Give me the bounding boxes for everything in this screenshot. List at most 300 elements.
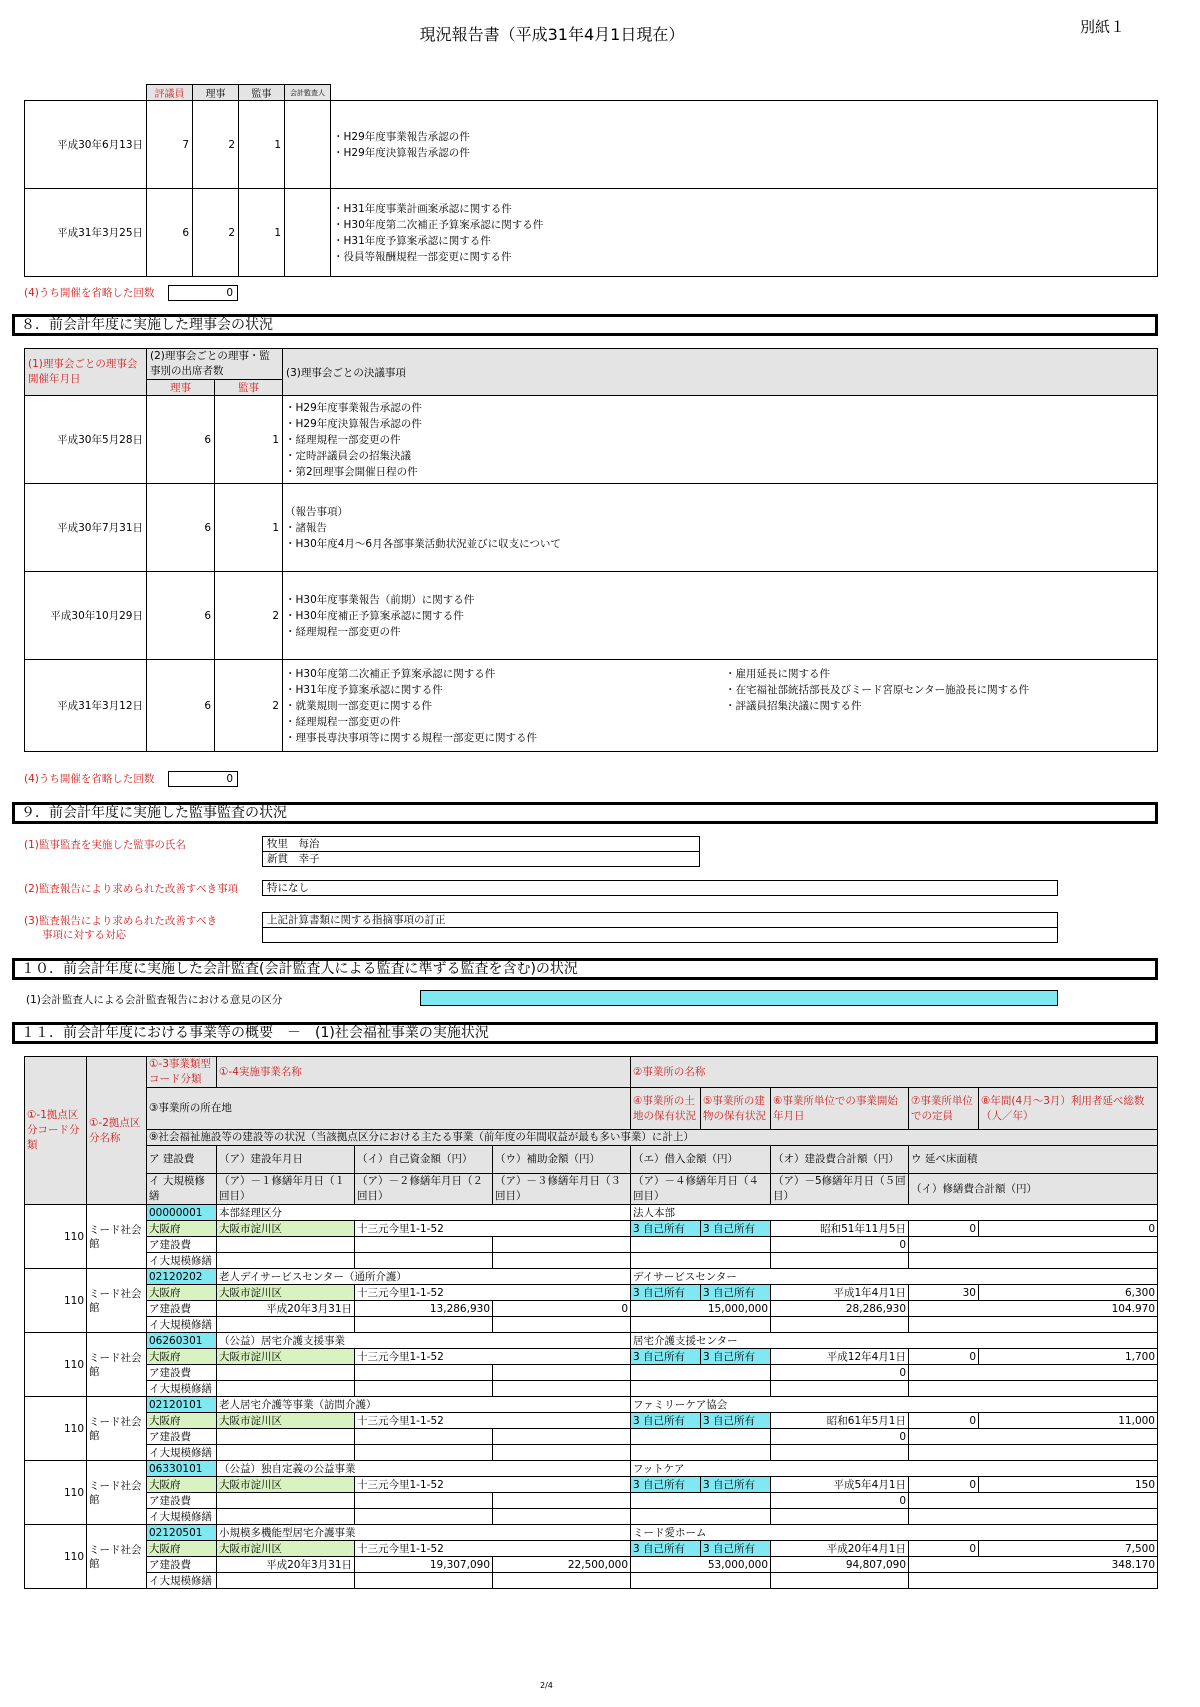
s8-omitted-value: 0 [168, 771, 238, 787]
business-row-address [25, 1477, 1158, 1493]
meeting-date: 平成31年3月25日 [25, 189, 147, 277]
subsidy [493, 1365, 631, 1381]
repair-cell [909, 1509, 1158, 1525]
start-date: 平成12年4月1日 [771, 1349, 909, 1365]
business-row-construction [25, 1429, 1158, 1445]
street-address: 十三元今里1-1-52 [355, 1541, 631, 1557]
annual-users: 1,700 [979, 1349, 1158, 1365]
business-row-address [25, 1349, 1158, 1365]
resolution-item: ・H29年度事業報告承認の件 [333, 130, 470, 143]
repair-cell [631, 1573, 771, 1589]
land-status: 3 自己所有 [631, 1349, 701, 1365]
start-date: 昭和61年5月1日 [771, 1413, 909, 1429]
base-name: ミード社会館 [87, 1461, 147, 1525]
section-10-heading: １０．前会計年度に実施した会計監査(会計監査人による監査に準ずる監査を含む)の状況 [12, 958, 1158, 980]
meeting-date: 平成30年7月31日 [25, 484, 147, 572]
business-row-address [25, 1541, 1158, 1557]
business-row-repair [25, 1381, 1158, 1397]
resolution-item: ・経理規程一部変更の件 [285, 715, 401, 728]
construction-total: 94,807,090 [771, 1557, 909, 1573]
auditor-count [285, 101, 331, 189]
floor-area [909, 1493, 1158, 1509]
street-address: 十三元今里1-1-52 [355, 1221, 631, 1237]
hdr-self-funds: （イ）自己資金額（円） [355, 1146, 493, 1174]
resolution-item: ・H31年度予算案承認に関する件 [333, 234, 491, 247]
repair-cell [217, 1445, 355, 1461]
meeting-date: 平成31年3月12日 [25, 660, 147, 752]
self-funds [355, 1237, 493, 1253]
hyogi-count: 6 [147, 189, 193, 277]
repair-cell [771, 1573, 909, 1589]
repair-cell [355, 1317, 493, 1333]
resolution-items [283, 572, 1158, 660]
repair-cell [771, 1253, 909, 1269]
hdr-repair-total: （イ）修繕費合計額（円） [909, 1174, 1158, 1205]
start-date: 平成1年4月1日 [771, 1285, 909, 1301]
construction-label: ア建設費 [147, 1237, 217, 1253]
start-date: 平成20年4月1日 [771, 1541, 909, 1557]
s9-response-label-1: (3)監査報告により求められた改善すべき [24, 915, 218, 927]
repair-label: イ大規模修繕 [147, 1317, 217, 1333]
business-row-repair [25, 1253, 1158, 1269]
business-name: 老人デイサービスセンター（通所介護） [217, 1269, 631, 1285]
resolution-item: ・H30年度第二次補正予算案承認に関する件 [285, 667, 496, 680]
hdr-capacity: ⑦事業所単位での定員 [909, 1088, 979, 1130]
repair-label: イ大規模修繕 [147, 1381, 217, 1397]
type-code: 06260301 [147, 1333, 217, 1349]
council-row [25, 101, 1158, 189]
page-title: 現況報告書（平成31年4月1日現在） [419, 25, 685, 44]
prefecture: 大阪府 [147, 1221, 217, 1237]
business-row-address [25, 1413, 1158, 1429]
s9-improvement-value: 特になし [262, 880, 1058, 896]
s8-omitted-label: (4)うち開催を省略した回数 [24, 773, 155, 785]
base-code: 110 [25, 1461, 87, 1525]
annual-users: 11,000 [979, 1413, 1158, 1429]
base-name: ミード社会館 [87, 1269, 147, 1333]
construction-total: 0 [771, 1237, 909, 1253]
meeting-date: 平成30年10月29日 [25, 572, 147, 660]
business-row-repair [25, 1573, 1158, 1589]
board-row [25, 660, 1158, 752]
street-address: 十三元今里1-1-52 [355, 1285, 631, 1301]
business-table [24, 1056, 1158, 1589]
repair-cell [771, 1381, 909, 1397]
business-row [25, 1397, 1158, 1413]
prefecture: 大阪府 [147, 1477, 217, 1493]
auditor-name: 牧里 每治 [262, 836, 700, 852]
self-funds: 13,286,930 [355, 1301, 493, 1317]
type-code: 02120101 [147, 1397, 217, 1413]
business-row-construction [25, 1237, 1158, 1253]
board-kanji-header: 監事 [215, 380, 283, 396]
annex-label: 別紙１ [1080, 18, 1126, 36]
page-number: 2/4 [540, 1681, 553, 1690]
business-row-construction [25, 1301, 1158, 1317]
resolution-item: ・H30年度第二次補正予算案承認に関する件 [333, 218, 544, 231]
repair-cell [909, 1445, 1158, 1461]
resolution-item: ・H29年度事業報告承認の件 [285, 401, 422, 414]
council-table [24, 84, 1158, 277]
board-row [25, 396, 1158, 484]
office-name: ファミリーケア協会 [631, 1397, 1158, 1413]
repair-cell [631, 1253, 771, 1269]
kanji-count: 1 [239, 101, 285, 189]
board-row [25, 484, 1158, 572]
repair-cell [631, 1317, 771, 1333]
start-date: 平成5年4月1日 [771, 1477, 909, 1493]
repair-label: イ大規模修繕 [147, 1253, 217, 1269]
repair-cell [355, 1381, 493, 1397]
repair-cell [631, 1445, 771, 1461]
construction-label: ア建設費 [147, 1493, 217, 1509]
type-code: 06330101 [147, 1461, 217, 1477]
office-name: 法人本部 [631, 1205, 1158, 1221]
resolution-item: ・第2回理事会開催日程の件 [285, 465, 418, 478]
floor-area: 104.970 [909, 1301, 1158, 1317]
city: 大阪市淀川区 [217, 1413, 355, 1429]
resolution-item: ・雇用延長に関する件 [725, 667, 830, 680]
s9-response-value-2 [262, 927, 1058, 943]
subsidy [493, 1237, 631, 1253]
kanji-count: 1 [215, 484, 283, 572]
resolution-items [283, 484, 1158, 572]
business-row [25, 1205, 1158, 1221]
hdr-repair-5: （ア）－5修繕年月日（５回目） [771, 1174, 909, 1205]
land-status: 3 自己所有 [631, 1477, 701, 1493]
repair-cell [355, 1509, 493, 1525]
resolution-item: ・理事長専決事項等に関する規程一部変更に関する件 [285, 731, 537, 744]
resolution-item: ・経理規程一部変更の件 [285, 433, 401, 446]
self-funds [355, 1365, 493, 1381]
col-header-hyogi: 評議員 [147, 85, 193, 101]
prefecture: 大阪府 [147, 1541, 217, 1557]
city: 大阪市淀川区 [217, 1285, 355, 1301]
hdr-base-code: ①-1拠点区分コード分類 [25, 1057, 87, 1205]
s10-opinion-label: (1)会計監査人による会計監査報告における意見の区分 [26, 994, 283, 1006]
annual-users: 6,300 [979, 1285, 1158, 1301]
s7-omitted-value: 0 [168, 285, 238, 301]
meeting-date: 平成30年5月28日 [25, 396, 147, 484]
repair-cell [631, 1381, 771, 1397]
business-name: 小規模多機能型居宅介護事業 [217, 1525, 631, 1541]
land-status: 3 自己所有 [631, 1221, 701, 1237]
building-status: 3 自己所有 [701, 1349, 771, 1365]
loan [631, 1237, 771, 1253]
floor-area [909, 1365, 1158, 1381]
city: 大阪市淀川区 [217, 1541, 355, 1557]
self-funds [355, 1493, 493, 1509]
base-code: 110 [25, 1397, 87, 1461]
col-header-auditor: 会計監査人 [285, 85, 331, 101]
hyogi-count: 7 [147, 101, 193, 189]
hdr-business-name: ①-4実施事業名称 [217, 1057, 631, 1088]
construction-label: ア建設費 [147, 1557, 217, 1573]
business-row [25, 1333, 1158, 1349]
loan [631, 1365, 771, 1381]
riji-count: 6 [147, 484, 215, 572]
repair-cell [493, 1509, 631, 1525]
resolution-item: ・在宅福祉部統括部長及びミード宮原センター施設長に関する件 [725, 683, 1030, 696]
construction-total: 0 [771, 1429, 909, 1445]
street-address: 十三元今里1-1-52 [355, 1349, 631, 1365]
repair-cell [909, 1317, 1158, 1333]
repair-cell [217, 1317, 355, 1333]
subsidy: 22,500,000 [493, 1557, 631, 1573]
kanji-count: 2 [215, 660, 283, 752]
auditor-name: 新貫 幸子 [262, 851, 700, 867]
board-col-date-header: (1)理事会ごとの理事会開催年月日 [25, 349, 147, 396]
hdr-building: ⑤事業所の建物の保有状況 [701, 1088, 771, 1130]
street-address: 十三元今里1-1-52 [355, 1477, 631, 1493]
repair-cell [493, 1573, 631, 1589]
build-date [217, 1237, 355, 1253]
capacity: 0 [909, 1221, 979, 1237]
hdr-type-code: ①-3事業類型コード分類 [147, 1057, 217, 1088]
capacity: 0 [909, 1541, 979, 1557]
prefecture: 大阪府 [147, 1349, 217, 1365]
resolution-item: ・H29年度決算報告承認の件 [285, 417, 422, 430]
repair-label: イ大規模修繕 [147, 1445, 217, 1461]
resolution-items [331, 101, 1158, 189]
repair-cell [493, 1381, 631, 1397]
floor-area: 348.170 [909, 1557, 1158, 1573]
resolution-item: ・就業規則一部変更に関する件 [285, 699, 432, 712]
land-status: 3 自己所有 [631, 1541, 701, 1557]
type-code: 02120202 [147, 1269, 217, 1285]
construction-label: ア建設費 [147, 1301, 217, 1317]
self-funds [355, 1429, 493, 1445]
loan: 15,000,000 [631, 1301, 771, 1317]
building-status: 3 自己所有 [701, 1285, 771, 1301]
resolution-item: ・H30年度事業報告（前期）に関する件 [285, 593, 475, 606]
build-date: 平成20年3月31日 [217, 1557, 355, 1573]
business-name: （公益）居宅介護支援事業 [217, 1333, 631, 1349]
repair-cell [217, 1381, 355, 1397]
construction-label: ア建設費 [147, 1429, 217, 1445]
col-header-riji: 理事 [193, 85, 239, 101]
kanji-count: 1 [239, 189, 285, 277]
loan [631, 1429, 771, 1445]
building-status: 3 自己所有 [701, 1541, 771, 1557]
resolution-item: ・定時評議員会の招集決議 [285, 449, 411, 462]
loan: 53,000,000 [631, 1557, 771, 1573]
resolution-item: ・H30年度4月～6月各部事業活動状況並びに収支について [285, 537, 561, 550]
repair-cell [909, 1253, 1158, 1269]
section-8-heading: ８．前会計年度に実施した理事会の状況 [12, 314, 1158, 336]
repair-cell [771, 1317, 909, 1333]
self-funds: 19,307,090 [355, 1557, 493, 1573]
hdr-repair-4: （ア）－４修繕年月日（４回目） [631, 1174, 771, 1205]
hdr-subsidy: （ウ）補助金額（円） [493, 1146, 631, 1174]
annual-users: 150 [979, 1477, 1158, 1493]
subsidy [493, 1493, 631, 1509]
construction-total: 0 [771, 1493, 909, 1509]
section-11-heading: １１．前会計年度における事業等の概要 － (1)社会福祉事業の実施状況 [12, 1022, 1158, 1044]
construction-label: ア建設費 [147, 1365, 217, 1381]
hdr-repair-3: （ア）－３修繕年月日（３回目） [493, 1174, 631, 1205]
resolution-item: ・諸報告 [285, 521, 327, 534]
business-name: （公益）独自定義の公益事業 [217, 1461, 631, 1477]
repair-cell [493, 1317, 631, 1333]
business-name: 老人居宅介護等事業（訪問介護） [217, 1397, 631, 1413]
section-9-heading: ９．前会計年度に実施した監事監査の状況 [12, 802, 1158, 824]
base-code: 110 [25, 1525, 87, 1589]
office-name: 居宅介護支援センター [631, 1333, 1158, 1349]
s9-improvement-label: (2)監査報告により求められた改善すべき事項 [24, 883, 239, 895]
type-code: 00000001 [147, 1205, 217, 1221]
business-row [25, 1525, 1158, 1541]
repair-cell [909, 1381, 1158, 1397]
subsidy: 0 [493, 1301, 631, 1317]
floor-area [909, 1237, 1158, 1253]
prefecture: 大阪府 [147, 1285, 217, 1301]
build-date [217, 1493, 355, 1509]
riji-count: 6 [147, 396, 215, 484]
business-row-address [25, 1221, 1158, 1237]
business-rows [25, 1205, 1158, 1589]
kanji-count: 1 [215, 396, 283, 484]
business-row-construction [25, 1365, 1158, 1381]
base-name: ミード社会館 [87, 1525, 147, 1589]
build-date [217, 1429, 355, 1445]
building-status: 3 自己所有 [701, 1221, 771, 1237]
floor-area [909, 1429, 1158, 1445]
repair-cell [909, 1573, 1158, 1589]
s9-response-label-2: 事項に対する対応 [42, 929, 126, 941]
resolution-item: ・役員等報酬規程一部変更に関する件 [333, 250, 512, 263]
construction-total: 28,286,930 [771, 1301, 909, 1317]
repair-cell [493, 1253, 631, 1269]
resolution-items [283, 660, 1158, 752]
hdr-repair-1: （ア）－１修繕年月日（１回目） [217, 1174, 355, 1205]
business-name: 本部経理区分 [217, 1205, 631, 1221]
resolution-item: ・H31年度事業計画案承認に関する件 [333, 202, 512, 215]
repair-cell [771, 1509, 909, 1525]
hdr-land: ④事業所の土地の保有状況 [631, 1088, 701, 1130]
capacity: 0 [909, 1477, 979, 1493]
business-row-address [25, 1285, 1158, 1301]
business-row-construction [25, 1557, 1158, 1573]
building-status: 3 自己所有 [701, 1413, 771, 1429]
repair-cell [631, 1509, 771, 1525]
board-col-resolution-header: (3)理事会ごとの決議事項 [283, 349, 1158, 396]
repair-cell [355, 1573, 493, 1589]
resolution-item: （報告事項） [285, 505, 348, 518]
loan [631, 1493, 771, 1509]
capacity: 30 [909, 1285, 979, 1301]
hdr-repair-2: （ア）－２修繕年月日（２回目） [355, 1174, 493, 1205]
prefecture: 大阪府 [147, 1413, 217, 1429]
s10-opinion-value [420, 990, 1058, 1006]
hdr-users: ⑧年間(4月～3月）利用者延べ総数（人／年） [979, 1088, 1158, 1130]
type-code: 02120501 [147, 1525, 217, 1541]
hdr-build-date: （ア）建設年月日 [217, 1146, 355, 1174]
board-col-attendance-header: (2)理事会ごとの理事・監事別の出席者数 [147, 349, 283, 380]
report-sheet [12, 12, 1188, 1702]
construction-total: 0 [771, 1365, 909, 1381]
base-name: ミード社会館 [87, 1205, 147, 1269]
board-table [24, 348, 1158, 752]
resolution-items [331, 189, 1158, 277]
repair-label: イ大規模修繕 [147, 1573, 217, 1589]
repair-cell [493, 1445, 631, 1461]
repair-label: イ大規模修繕 [147, 1509, 217, 1525]
business-row-repair [25, 1317, 1158, 1333]
office-name: フットケア [631, 1461, 1158, 1477]
hdr-construction: ⑨社会福祉施設等の建設等の状況（当該拠点区分における主たる事業（前年度の年間収益が最も多い事業）に計上） [147, 1130, 1158, 1146]
subsidy [493, 1429, 631, 1445]
city: 大阪市淀川区 [217, 1349, 355, 1365]
city: 大阪市淀川区 [217, 1221, 355, 1237]
repair-cell [355, 1253, 493, 1269]
auditor-count [285, 189, 331, 277]
council-row [25, 189, 1158, 277]
base-code: 110 [25, 1205, 87, 1269]
office-name: デイサービスセンター [631, 1269, 1158, 1285]
city: 大阪市淀川区 [217, 1477, 355, 1493]
resolution-item: ・H29年度決算報告承認の件 [333, 146, 470, 159]
base-code: 110 [25, 1269, 87, 1333]
s9-response-value: 上記計算書類に関する指摘事項の訂正 [262, 912, 1058, 928]
s7-omitted-label: (4)うち開催を省略した回数 [24, 287, 155, 299]
resolution-item: ・評議員招集決議に関する件 [725, 699, 862, 712]
base-name: ミード社会館 [87, 1397, 147, 1461]
business-row-repair [25, 1445, 1158, 1461]
resolution-items [283, 396, 1158, 484]
business-row-construction [25, 1493, 1158, 1509]
business-row [25, 1269, 1158, 1285]
riji-count: 6 [147, 660, 215, 752]
repair-cell [217, 1253, 355, 1269]
hdr-floor-area: ウ 延べ床面積 [909, 1146, 1158, 1174]
hdr-office-name: ②事業所の名称 [631, 1057, 1158, 1088]
riji-count: 2 [193, 189, 239, 277]
office-name: ミード愛ホーム [631, 1525, 1158, 1541]
repair-cell [771, 1445, 909, 1461]
resolution-item: ・経理規程一部変更の件 [285, 625, 401, 638]
land-status: 3 自己所有 [631, 1413, 701, 1429]
hdr-loan: （エ）借入金額（円） [631, 1146, 771, 1174]
hdr-address: ③事業所の所在地 [147, 1088, 631, 1130]
hdr-start-date: ⑥事業所単位での事業開始年月日 [771, 1088, 909, 1130]
street-address: 十三元今里1-1-52 [355, 1413, 631, 1429]
build-date [217, 1365, 355, 1381]
hdr-total: （オ）建設費合計額（円） [771, 1146, 909, 1174]
board-row [25, 572, 1158, 660]
riji-count: 2 [193, 101, 239, 189]
business-row [25, 1461, 1158, 1477]
repair-cell [355, 1445, 493, 1461]
meeting-date: 平成30年6月13日 [25, 101, 147, 189]
annual-users: 7,500 [979, 1541, 1158, 1557]
resolution-item: ・H30年度補正予算案承認に関する件 [285, 609, 464, 622]
base-code: 110 [25, 1333, 87, 1397]
land-status: 3 自己所有 [631, 1285, 701, 1301]
kanji-count: 2 [215, 572, 283, 660]
s9-auditor-names-label: (1)監事監査を実施した監事の氏名 [24, 839, 186, 851]
col-header-kanji: 監事 [239, 85, 285, 101]
capacity: 0 [909, 1349, 979, 1365]
hdr-base-name: ①-2拠点区分名称 [87, 1057, 147, 1205]
base-name: ミード社会館 [87, 1333, 147, 1397]
build-date: 平成20年3月31日 [217, 1301, 355, 1317]
building-status: 3 自己所有 [701, 1477, 771, 1493]
annual-users: 0 [979, 1221, 1158, 1237]
hdr-repair: イ 大規模修繕 [147, 1174, 217, 1205]
capacity: 0 [909, 1413, 979, 1429]
hdr-construction-cost: ア 建設費 [147, 1146, 217, 1174]
